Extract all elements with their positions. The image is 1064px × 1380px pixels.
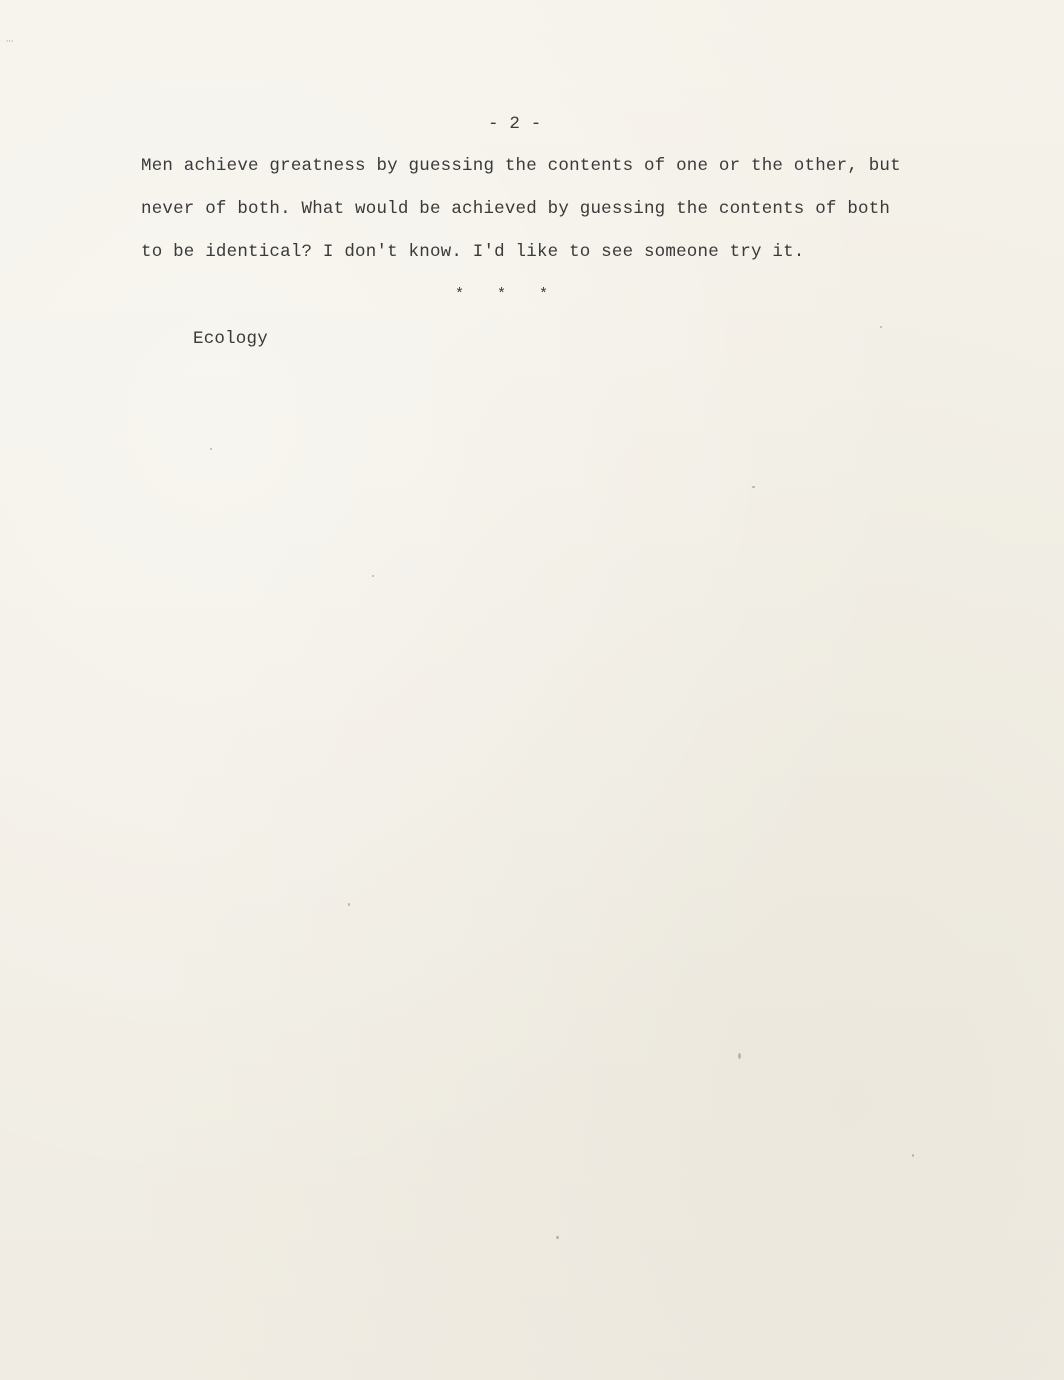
paragraph-line: Men achieve greatness by guessing the contents of one or the other, but xyxy=(141,156,901,176)
paper-speck xyxy=(556,1236,559,1239)
corner-smudge: ⸱⸱⸱ xyxy=(6,37,14,47)
section-separator: * * * xyxy=(455,286,561,303)
paragraph-line: to be identical? I don't know. I'd like to see someone try it. xyxy=(141,242,805,262)
paper-speck xyxy=(912,1154,914,1157)
paper-speck xyxy=(738,1053,741,1059)
paper-speck xyxy=(880,326,882,328)
section-heading: Ecology xyxy=(193,329,268,349)
paragraph-line: never of both. What would be achieved by guessing the contents of both xyxy=(141,199,891,219)
paper-speck xyxy=(372,575,374,577)
paper-speck xyxy=(210,448,212,450)
paper-speck xyxy=(752,486,755,488)
paper-speck xyxy=(348,903,350,906)
page-number: - 2 - xyxy=(488,114,542,134)
